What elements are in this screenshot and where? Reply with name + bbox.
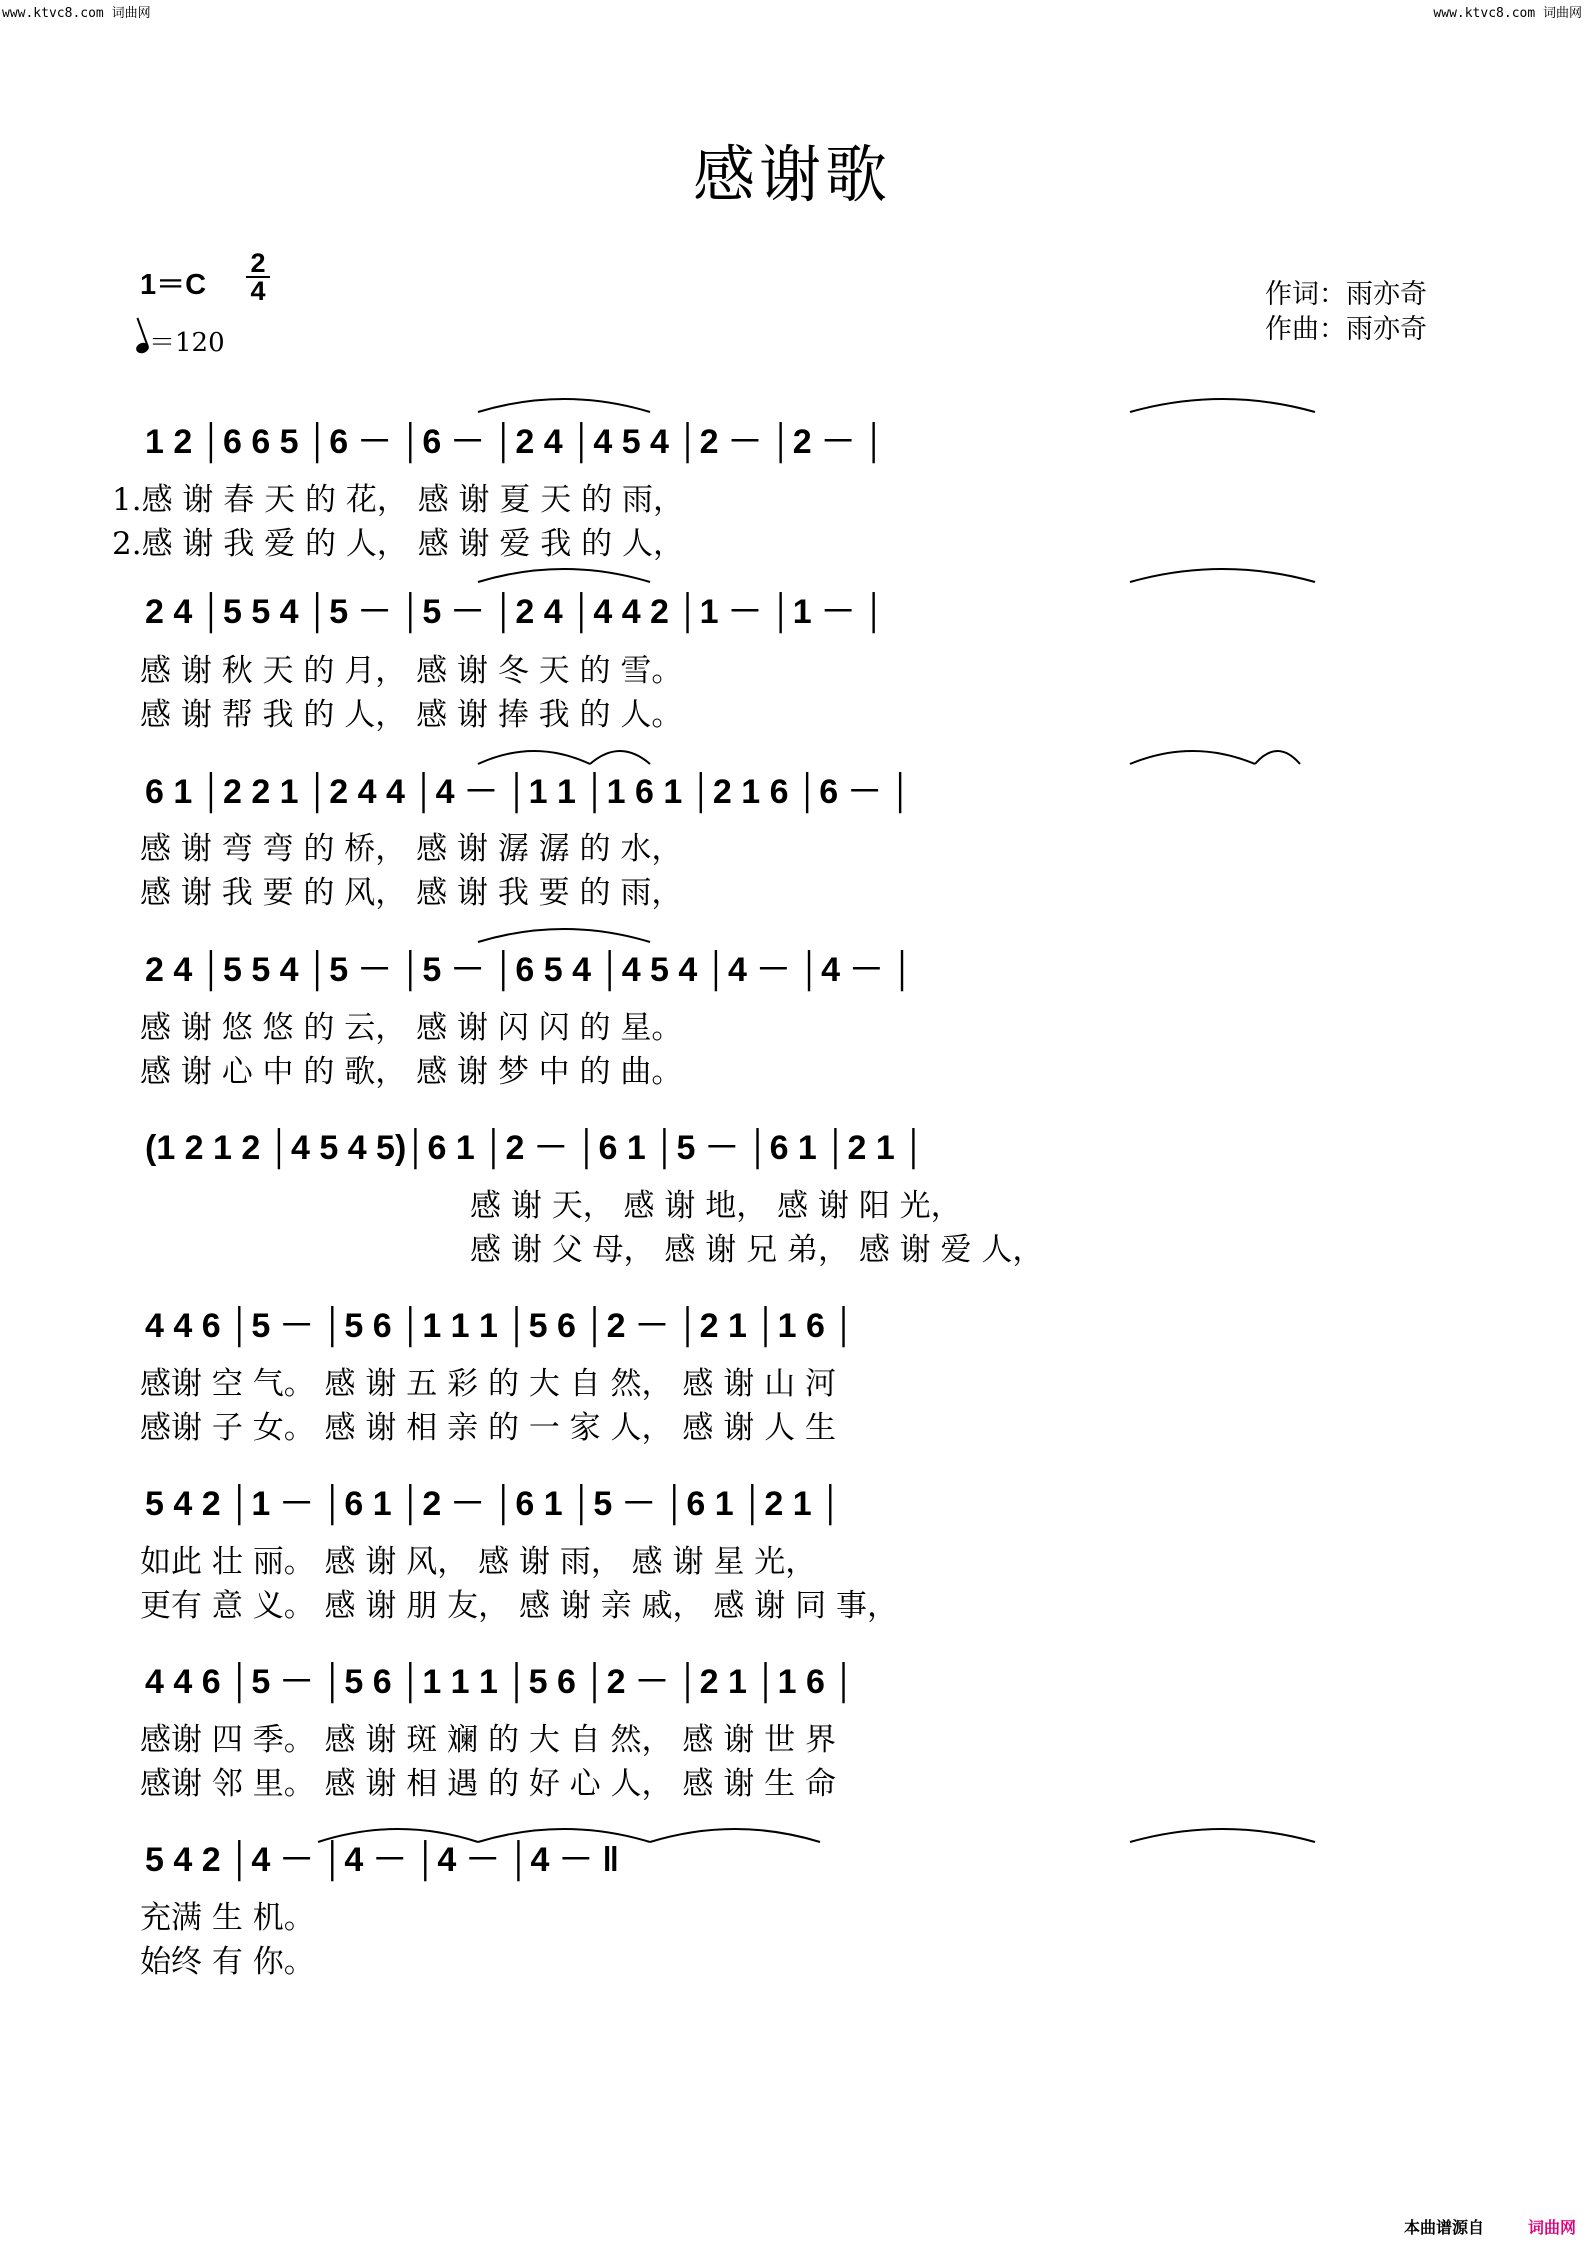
footer-source-label: 本曲谱源自 xyxy=(1403,2218,1484,2237)
header-left-url[interactable]: www.ktvc8.com 词曲网 xyxy=(2,6,151,21)
slur-13 xyxy=(650,1829,820,1842)
lyrics-system-9-verse-1: 充满 生 机。 xyxy=(140,1900,315,1936)
slur-9 xyxy=(478,929,650,942)
slur-5 xyxy=(478,751,590,764)
notes-system-1: 1 2 │6 6 5 │6 － │6 － │2 4 │4 5 4 │2 － │2 － │ xyxy=(145,423,886,461)
lyrics-system-2-verse-2: 感 谢 帮 我 的 人， 感 谢 捧 我 的 人。 xyxy=(140,697,683,733)
notes-system-7: 5 4 2 │1 － │6 1 │2 － │6 1 │5 － │6 1 │2 1 │ xyxy=(145,1485,843,1523)
lyrics-system-1-verse-2: 2.感 谢 我 爱 的 人， 感 谢 爱 我 的 人， xyxy=(112,526,684,562)
slur-2 xyxy=(1130,399,1315,412)
notes-system-8: 4 4 6 │5 － │5 6 │1 1 1 │5 6 │2 － │2 1 │1 6 │ xyxy=(145,1663,856,1701)
lyrics-system-7-verse-1: 如此 壮 丽。 感 谢 风， 感 谢 雨， 感 谢 星 光， xyxy=(140,1544,817,1580)
slur-8 xyxy=(1255,751,1300,764)
slur-4 xyxy=(1130,569,1315,582)
key-signature: 1＝C xyxy=(140,269,207,301)
header-right-url[interactable]: www.ktvc8.com 词曲网 xyxy=(1433,6,1582,21)
lyrics-system-3-verse-2: 感 谢 我 要 的 风， 感 谢 我 要 的 雨， xyxy=(140,875,683,911)
notes-system-4: 2 4 │5 5 4 │5 － │5 － │6 5 4 │4 5 4 │4 － │4 － │ xyxy=(145,951,915,989)
lyrics-system-4-verse-2: 感 谢 心 中 的 歌， 感 谢 梦 中 的 曲。 xyxy=(140,1054,683,1090)
lyrics-system-6-verse-1: 感谢 空 气。 感 谢 五 彩 的 大 自 然， 感 谢 山 河 xyxy=(140,1366,836,1402)
notes-system-2: 2 4 │5 5 4 │5 － │5 － │2 4 │4 4 2 │1 － │1 － │ xyxy=(145,593,886,631)
lyrics-system-3-verse-1: 感 谢 弯 弯 的 桥， 感 谢 潺 潺 的 水， xyxy=(140,831,683,867)
footer-site-link[interactable]: 词曲网 xyxy=(1527,2218,1576,2237)
notes-system-5: (1 2 1 2 │4 5 4 5)│6 1 │2 － │6 1 │5 － │6 1 │2 1 │ xyxy=(145,1129,926,1167)
notes-system-6: 4 4 6 │5 － │5 6 │1 1 1 │5 6 │2 － │2 1 │1 6 │ xyxy=(145,1307,856,1345)
lyrics-system-9-verse-2: 始终 有 你。 xyxy=(140,1944,315,1980)
slur-7 xyxy=(1130,751,1255,764)
lyrics-system-4-verse-1: 感 谢 悠 悠 的 云， 感 谢 闪 闪 的 星。 xyxy=(140,1010,683,1046)
time-signature-numerator: 2 xyxy=(250,248,266,278)
slur-1 xyxy=(478,399,650,412)
tempo-value: ＝120 xyxy=(149,328,225,358)
notes-system-9: 5 4 2 │4 － │4 － │4 － │4 － ‖ xyxy=(145,1841,620,1879)
slur-3 xyxy=(478,569,650,582)
lyrics-system-8-verse-2: 感谢 邻 里。 感 谢 相 遇 的 好 心 人， 感 谢 生 命 xyxy=(140,1766,836,1802)
lyrics-system-5-verse-1: 感 谢 天， 感 谢 地， 感 谢 阳 光， xyxy=(470,1188,962,1224)
time-signature-denominator: 4 xyxy=(246,276,270,304)
lyricist-credit: 作词：雨亦奇 xyxy=(1265,279,1427,310)
slur-6 xyxy=(590,751,650,764)
slur-10 xyxy=(1130,1829,1315,1842)
lyrics-system-6-verse-2: 感谢 子 女。 感 谢 相 亲 的 一 家 人， 感 谢 人 生 xyxy=(140,1410,836,1446)
composer-credit: 作曲：雨亦奇 xyxy=(1265,314,1427,345)
notes-system-3: 6 1 │2 2 1 │2 4 4 │4 － │1 1 │1 6 1 │2 1 6 │6 － │ xyxy=(145,773,913,811)
song-title: 感谢歌 xyxy=(692,138,891,211)
lyrics-system-1-verse-1: 1.感 谢 春 天 的 花， 感 谢 夏 天 的 雨， xyxy=(112,482,684,518)
lyrics-system-2-verse-1: 感 谢 秋 天 的 月， 感 谢 冬 天 的 雪。 xyxy=(140,653,683,689)
lyrics-system-7-verse-2: 更有 意 义。 感 谢 朋 友， 感 谢 亲 戚， 感 谢 同 事， xyxy=(140,1588,898,1624)
lyrics-system-5-verse-2: 感 谢 父 母， 感 谢 兄 弟， 感 谢 爱 人， xyxy=(470,1232,1044,1268)
lyrics-system-8-verse-1: 感谢 四 季。 感 谢 斑 斓 的 大 自 然， 感 谢 世 界 xyxy=(140,1722,836,1758)
